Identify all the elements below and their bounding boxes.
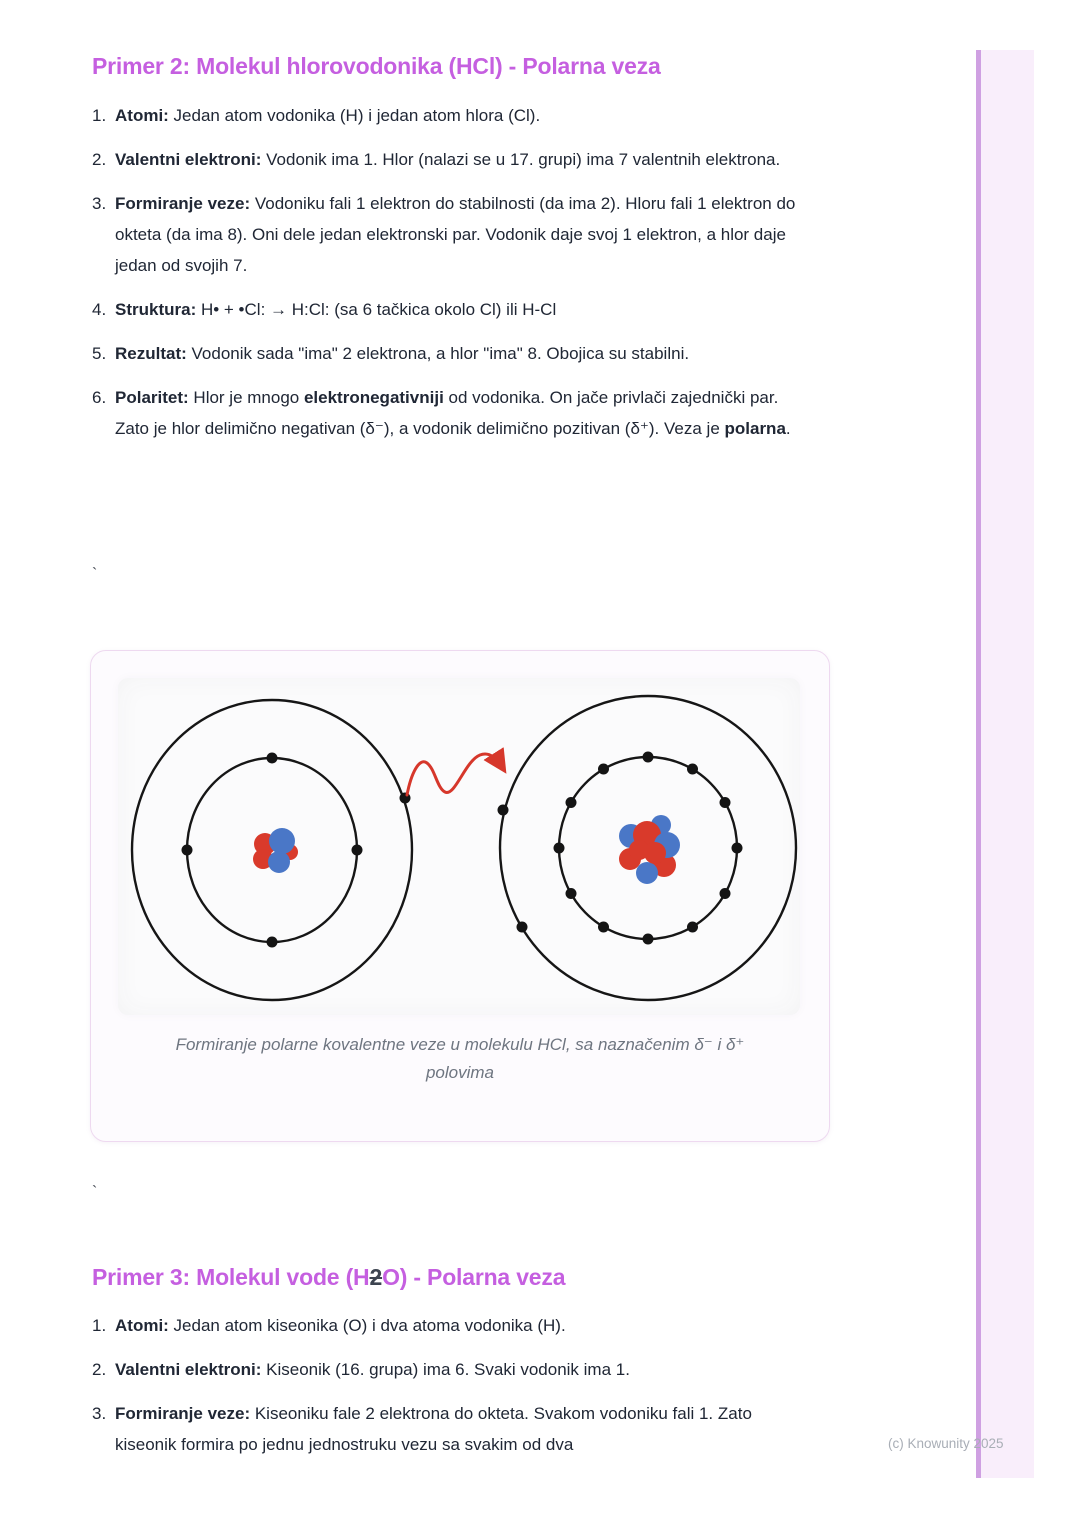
right-atom-electrons bbox=[498, 752, 743, 945]
text-segment: Jedan atom vodonika (H) i jedan atom hlora (Cl). bbox=[168, 106, 541, 125]
text-segment: Vodonik sada "ima" 2 elektrona, a hlor "ima" 8. Obojica su stabilni. bbox=[186, 344, 690, 363]
text-segment: Primer 3: Molekul vode (H bbox=[92, 1264, 370, 1290]
stray-backtick-1: ` bbox=[92, 566, 98, 583]
text-segment: Jedan atom kiseonika (O) i dva atoma vodonika (H). bbox=[168, 1316, 566, 1335]
list-item-text bbox=[115, 1398, 815, 1460]
text-segment: Vodonik ima 1. Hlor (nalazi se u 17. grupi) ima 7 valentnih elektrona. bbox=[261, 150, 781, 169]
stray-backtick-2: ` bbox=[92, 1184, 98, 1201]
figure-caption-line2: polovima bbox=[425, 1063, 495, 1082]
list-item-number: 3. bbox=[92, 194, 107, 213]
left-atom bbox=[132, 700, 412, 1000]
list-item-text bbox=[115, 382, 815, 444]
text-segment: Atomi: bbox=[115, 1316, 169, 1335]
text-segment: Formiranje veze: bbox=[115, 194, 251, 213]
copyright-watermark: (c) Knowunity 2025 bbox=[888, 1436, 1004, 1451]
text-segment: Valentni elektroni: bbox=[115, 150, 262, 169]
text-segment: Kiseonik (16. grupa) ima 6. Svaki vodonik ima 1. bbox=[261, 1360, 630, 1379]
list-item bbox=[92, 1354, 834, 1385]
text-segment: Hlor je mnogo bbox=[188, 388, 304, 407]
text-segment: Polaritet: bbox=[115, 388, 189, 407]
list-item-text bbox=[115, 144, 815, 175]
list-item-text bbox=[115, 294, 815, 325]
list-item bbox=[92, 144, 834, 175]
list-item-number: 3. bbox=[92, 1404, 107, 1423]
list-item-text bbox=[115, 1310, 815, 1341]
list-item bbox=[92, 188, 834, 281]
text-segment: Kiseoniku fale 2 elektrona do okteta. Svakom vodoniku fali 1. Zato kiseonik formira po jednu jednostruku vezu sa svakim od dva bbox=[115, 1404, 752, 1454]
primer2-list bbox=[92, 100, 834, 457]
bohr-diagram-svg bbox=[118, 678, 800, 1015]
text-segment: Rezultat: bbox=[115, 344, 187, 363]
atom-diagram bbox=[118, 678, 800, 1015]
list-item bbox=[92, 382, 834, 444]
text-segment: elektronegativniji bbox=[303, 388, 444, 407]
text-segment: Struktura: bbox=[115, 300, 197, 319]
list-item bbox=[92, 294, 834, 325]
list-item bbox=[92, 1398, 834, 1460]
text-segment: Formiranje veze: bbox=[115, 1404, 251, 1423]
figure-card bbox=[90, 650, 830, 1142]
figure-caption bbox=[111, 1031, 809, 1087]
list-item-text bbox=[115, 188, 815, 281]
right-accent-bar-fill bbox=[981, 50, 1034, 1478]
text-segment: Valentni elektroni: bbox=[115, 1360, 262, 1379]
list-item-number: 1. bbox=[92, 106, 107, 125]
text-segment: O) - Polarna veza bbox=[382, 1264, 566, 1290]
text-segment: Atomi: bbox=[115, 106, 169, 125]
list-item-text bbox=[115, 100, 815, 131]
right-atom bbox=[498, 696, 797, 1000]
electron-transfer-arrow bbox=[407, 754, 504, 795]
list-item-number: 6. bbox=[92, 388, 107, 407]
text-segment: Vodoniku fali 1 elektron do stabilnosti (da ima 2). Hloru fali 1 elektron do okteta (da ima 8). Oni dele jedan elektronski par. Vodonik daje svoj 1 elektron, a hlor daje jedan od svojih 7. bbox=[115, 194, 796, 275]
figure-caption-line1: Formiranje polarne kovalentne veze u molekulu HCl, sa naznačenim δ⁻ i δ⁺ bbox=[175, 1035, 745, 1054]
right-accent-bar-line bbox=[976, 50, 981, 1478]
left-atom-nucleus bbox=[253, 828, 298, 873]
primer3-list bbox=[92, 1310, 834, 1473]
section-heading-primer2: Primer 2: Molekul hlorovodonika (HCl) - Polarna veza bbox=[92, 53, 661, 79]
text-segment: H• + •Cl: → H:Cl: (sa 6 tačkica okolo Cl) ili H-Cl bbox=[196, 300, 557, 319]
list-item bbox=[92, 1310, 834, 1341]
list-item-number: 4. bbox=[92, 300, 107, 319]
text-segment: . bbox=[785, 419, 791, 438]
list-item-number: 2. bbox=[92, 150, 107, 169]
list-item-text bbox=[115, 1354, 815, 1385]
list-item bbox=[92, 100, 834, 131]
list-item-number: 5. bbox=[92, 344, 107, 363]
list-item-number: 2. bbox=[92, 1360, 107, 1379]
section-heading-primer3 bbox=[92, 1264, 565, 1291]
text-segment: od vodonika. On jače privlači zajednički par. Zato je hlor delimično negativan (δ⁻), a vodonik delimično pozitivan (δ⁺). Veza je bbox=[115, 388, 779, 438]
list-item-number: 1. bbox=[92, 1316, 107, 1335]
text-segment: polarna bbox=[724, 419, 786, 438]
list-item-text bbox=[115, 338, 815, 369]
text-segment: 2 bbox=[369, 1264, 383, 1290]
right-atom-nucleus bbox=[619, 815, 680, 884]
list-item bbox=[92, 338, 834, 369]
